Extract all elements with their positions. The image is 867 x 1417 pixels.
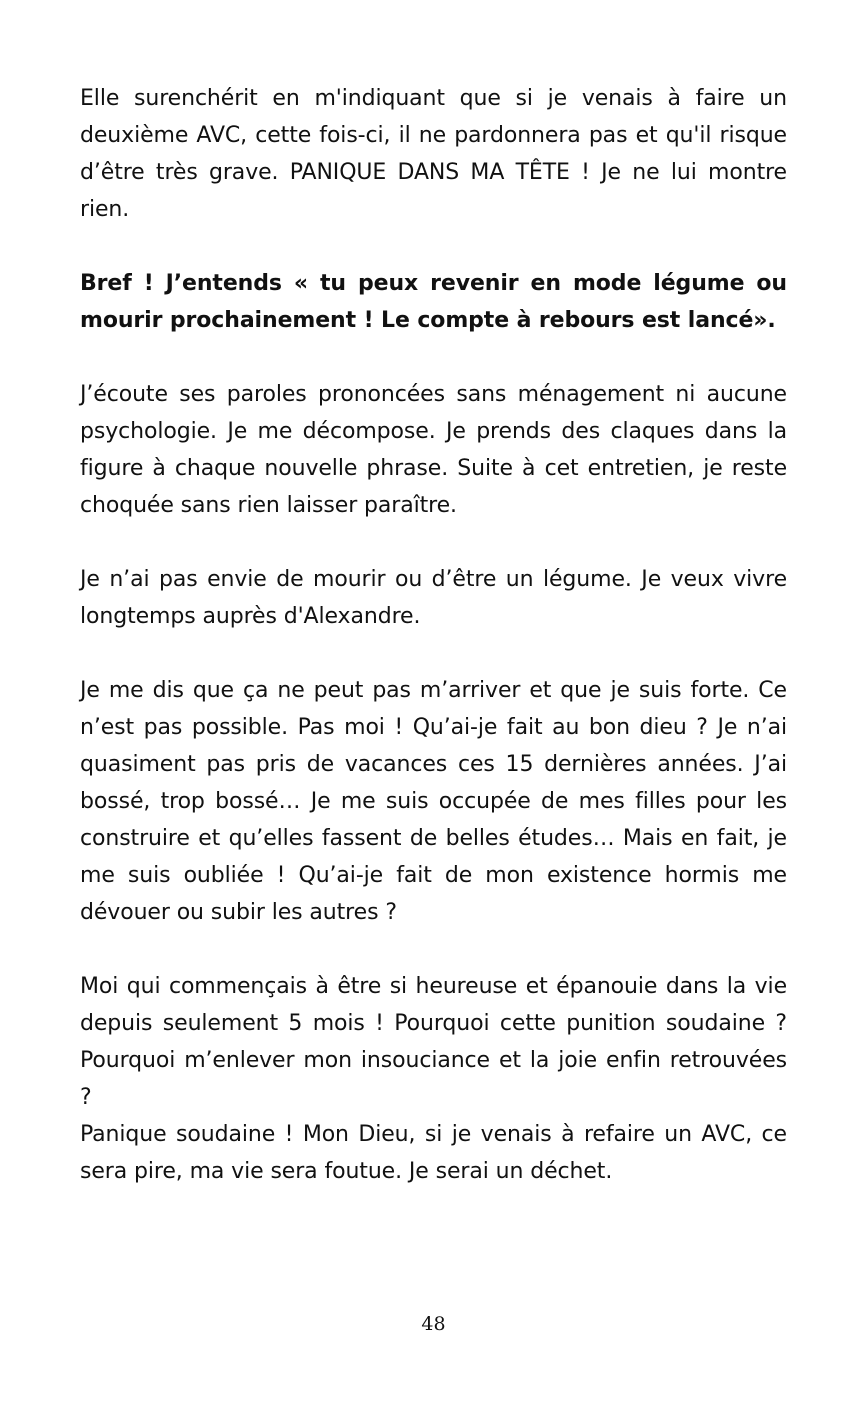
- paragraph-3: J’écoute ses paroles prononcées sans ménagement ni aucune psychologie. Je me décompose. Je prends des claques dans la figure à chaque nouvelle phrase. Suite à cet entretien, je reste choquée sans rien laisser paraître.: [80, 382, 787, 518]
- page-number: 48: [421, 1313, 446, 1335]
- paragraph-4: Je n’ai pas envie de mourir ou d’être un légume. Je veux vivre longtemps auprès d'Alexandre.: [80, 567, 787, 629]
- paragraph-5: Je me dis que ça ne peut pas m’arriver et que je suis forte. Ce n’est pas possible. Pas moi ! Qu’ai-je fait au bon dieu ? Je n’ai quasiment pas pris de vacances ces 15 dernières années. J’ai bossé, trop bossé… Je me suis occupée de mes filles pour les construire et qu’elles fassent de belles études… Mais en fait, je me suis oubliée ! Qu’ai-je fait de mon existence hormis me dévouer ou subir les autres ?: [80, 678, 787, 925]
- paragraph-7: Panique soudaine ! Mon Dieu, si je venais à refaire un AVC, ce sera pire, ma vie sera foutue. Je serai un déchet.: [80, 1122, 787, 1184]
- paragraph-2-bold: Bref ! J’entends « tu peux revenir en mode légume ou mourir prochainement ! Le compte à rebours est lancé».: [80, 271, 787, 333]
- page-body: [80, 80, 787, 1190]
- paragraph-6: Moi qui commençais à être si heureuse et épanouie dans la vie depuis seulement 5 mois ! Pourquoi cette punition soudaine ? Pourquoi m’enlever mon insouciance et la joie enfin retrouvées ?: [80, 974, 787, 1110]
- paragraph-1: Elle surenchérit en m'indiquant que si je venais à faire un deuxième AVC, cette fois-ci, il ne pardonnera pas et qu'il risque d’être très grave. PANIQUE DANS MA TÊTE ! Je ne lui montre rien.: [80, 86, 787, 222]
